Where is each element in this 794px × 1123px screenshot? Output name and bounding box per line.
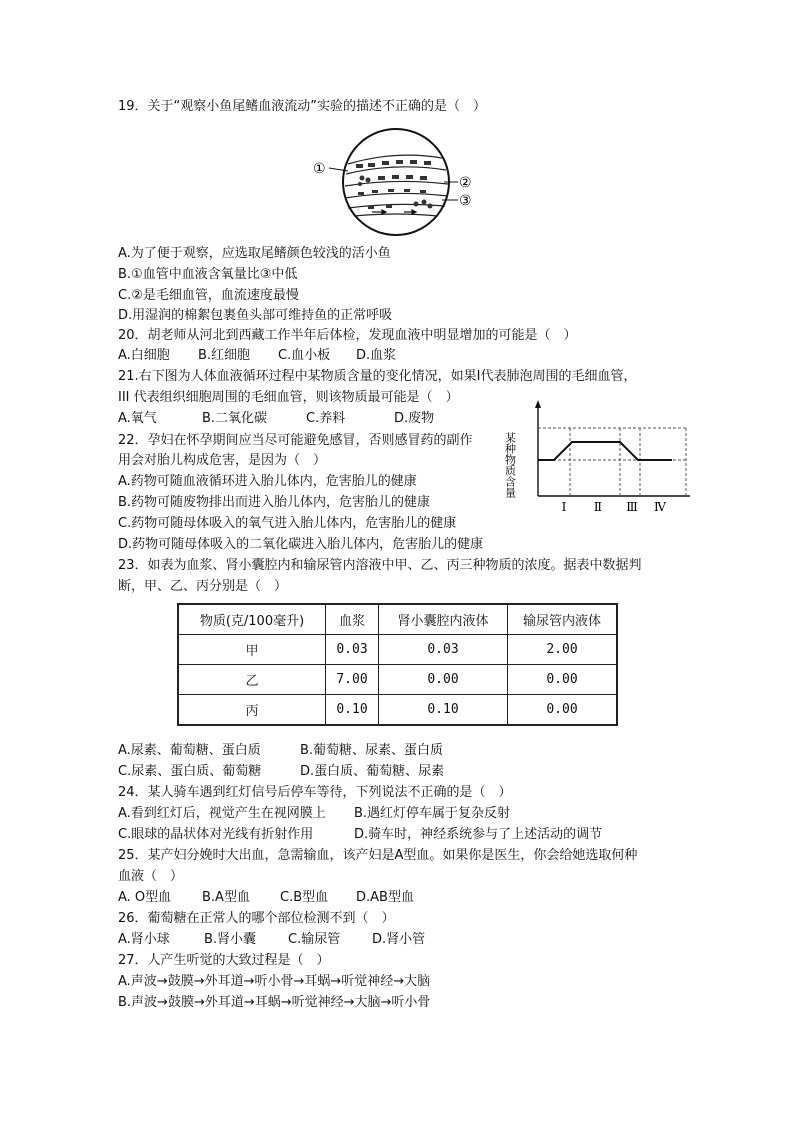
- q19-option-d: D.用湿润的棉絮包裹鱼头部可维持鱼的正常呼吸: [118, 308, 393, 323]
- q24-options-row1: [118, 805, 510, 823]
- q23-option-d: D.蛋白质、葡萄糖、尿素: [300, 764, 445, 779]
- q25-option-c: C.B型血: [280, 890, 329, 905]
- table-header: 输尿管内液体: [508, 604, 618, 635]
- table-cell: 0.10: [379, 695, 508, 726]
- q23-stem-line2: 断，甲、乙、丙分别是（ ）: [118, 579, 288, 594]
- q23-option-c: C.尿素、蛋白质、葡萄糖: [118, 764, 262, 779]
- q20-stem: 20．胡老师从河北到西藏工作半年后体检，发现血液中明显增加的可能是（ ）: [118, 328, 577, 343]
- table-header: 物质(克/100毫升): [178, 604, 326, 635]
- label-3: ③: [459, 193, 472, 209]
- q20-option-b: B.红细胞: [198, 348, 251, 363]
- q27-option-a: A.声波→鼓膜→外耳道→听小骨→耳蜗→听觉神经→大脑: [118, 974, 431, 989]
- table-row: [178, 665, 617, 695]
- q24-options-row2: [118, 826, 602, 844]
- q27-option-b: B.声波→鼓膜→外耳道→耳蜗→听觉神经→大脑→听小骨: [118, 995, 431, 1010]
- table-cell: 2.00: [508, 635, 618, 665]
- q26-options: [118, 931, 425, 949]
- q21-stem-line1: 21.右下图为人体血液循环过程中某物质含量的变化情况，如果Ⅰ代表肺泡周围的毛细血管，: [118, 369, 637, 384]
- table-cell: 0.03: [379, 635, 508, 665]
- q23-options-row1: [118, 742, 443, 760]
- q20-option-a: A.白细胞: [118, 348, 170, 363]
- q21-option-b: B.二氧化碳: [202, 411, 268, 426]
- q25-option-b: B.A型血: [202, 890, 250, 905]
- q22-option-a: A.药物可随血液循环进入胎儿体内，危害胎儿的健康: [118, 474, 417, 489]
- q27-stem: 27．人产生听觉的大致过程是（ ）: [118, 953, 330, 968]
- q19-option-b: B.①血管中血液含氧量比③中低: [118, 267, 298, 282]
- table-cell: 0.03: [326, 635, 379, 665]
- q21-option-a: A.氧气: [118, 411, 157, 426]
- table-cell: 乙: [178, 665, 326, 695]
- graph-y-axis-label: 某种物质含量: [503, 432, 517, 498]
- table-cell: 0.00: [508, 695, 618, 726]
- q19-stem: 19．关于“观察小鱼尾鳍血液流动”实验的描述不正确的是（ ）: [118, 99, 487, 114]
- q26-stem: 26．葡萄糖在正常人的哪个部位检测不到（ ）: [118, 911, 395, 926]
- q24-option-d: D.骑车时，神经系统参与了上述活动的调节: [354, 827, 603, 842]
- q25-stem-line1: 25．某产妇分娩时大出血，急需输血，该产妇是A型血。如果你是医生，你会给她选取何种: [118, 848, 638, 863]
- table-cell: 0.00: [379, 665, 508, 695]
- table-cell: 7.00: [326, 665, 379, 695]
- q20-option-d: D.血浆: [356, 348, 397, 363]
- graph-xtick-3: Ⅲ: [626, 500, 638, 514]
- q20-option-c: C.血小板: [278, 348, 331, 363]
- q22-option-d: D.药物可随母体吸入的二氧化碳进入胎儿体内，危害胎儿的健康: [118, 537, 484, 552]
- graph-xtick-1: Ⅰ: [561, 500, 567, 514]
- fish-tail-blood-vessel-figure: [312, 126, 487, 238]
- label-1: ①: [313, 161, 326, 177]
- table-row: [178, 695, 617, 726]
- q20-options: [118, 347, 396, 365]
- q19-option-c: C.②是毛细血管，血流速度最慢: [118, 288, 299, 303]
- q23-option-a: A.尿素、葡萄糖、蛋白质: [118, 743, 261, 758]
- table-cell: 甲: [178, 635, 326, 665]
- table-cell: 0.00: [508, 665, 618, 695]
- q21-stem-line2: III 代表组织细胞周围的毛细血管，则该物质最可能是（ ）: [118, 390, 459, 405]
- q21-option-c: C.养料: [306, 411, 346, 426]
- q21-option-d: D.废物: [394, 411, 435, 426]
- q25-stem-line2: 血液（ ）: [118, 869, 184, 884]
- q26-option-a: A.肾小球: [118, 932, 170, 947]
- q23-options-row2: [118, 763, 444, 781]
- q22-option-b: B.药物可随废物排出而进入胎儿体内，危害胎儿的健康: [118, 495, 431, 510]
- table-header-row: [178, 604, 617, 635]
- substance-content-graph: [503, 398, 694, 516]
- label-2: ②: [459, 175, 472, 191]
- q26-option-b: B.肾小囊: [204, 932, 257, 947]
- q25-option-d: D.AB型血: [356, 890, 414, 905]
- q22-stem-line2: 用会对胎儿构成危害，是因为（ ）: [118, 453, 327, 468]
- q25-option-a: A. O型血: [118, 890, 172, 905]
- graph-xtick-4: Ⅳ: [654, 500, 666, 514]
- q22-option-c: C.药物可随母体吸入的氧气进入胎儿体内，危害胎儿的健康: [118, 516, 457, 531]
- q26-option-d: D.肾小管: [372, 932, 426, 947]
- q24-option-b: B.遇红灯停车属于复杂反射: [354, 806, 511, 821]
- q22-stem-line1: 22．孕妇在怀孕期间应当尽可能避免感冒，否则感冒药的副作: [118, 433, 473, 448]
- table-header: 血浆: [326, 604, 379, 635]
- q23-option-b: B.葡萄糖、尿素、蛋白质: [300, 743, 444, 758]
- table-cell: 0.10: [326, 695, 379, 726]
- table-header: 肾小囊腔内液体: [379, 604, 508, 635]
- concentration-table: [177, 603, 618, 726]
- q24-option-a: A.看到红灯后，视觉产生在视网膜上: [118, 806, 326, 821]
- table-row: [178, 635, 617, 665]
- q19-option-a: A.为了便于观察，应选取尾鳍颜色较浅的活小鱼: [118, 246, 391, 261]
- q21-options: [118, 410, 434, 428]
- table-cell: 丙: [178, 695, 326, 726]
- q23-stem-line1: 23．如表为血浆、肾小囊腔内和输尿管内溶液中甲、乙、丙三种物质的浓度。据表中数据判: [118, 558, 642, 573]
- q26-option-c: C.输尿管: [288, 932, 341, 947]
- q24-stem: 24．某人骑车遇到红灯信号后停车等待，下列说法不正确的是（ ）: [118, 785, 512, 800]
- graph-xtick-2: Ⅱ: [593, 500, 603, 514]
- q25-options: [118, 889, 414, 907]
- q24-option-c: C.眼球的晶状体对光线有折射作用: [118, 827, 314, 842]
